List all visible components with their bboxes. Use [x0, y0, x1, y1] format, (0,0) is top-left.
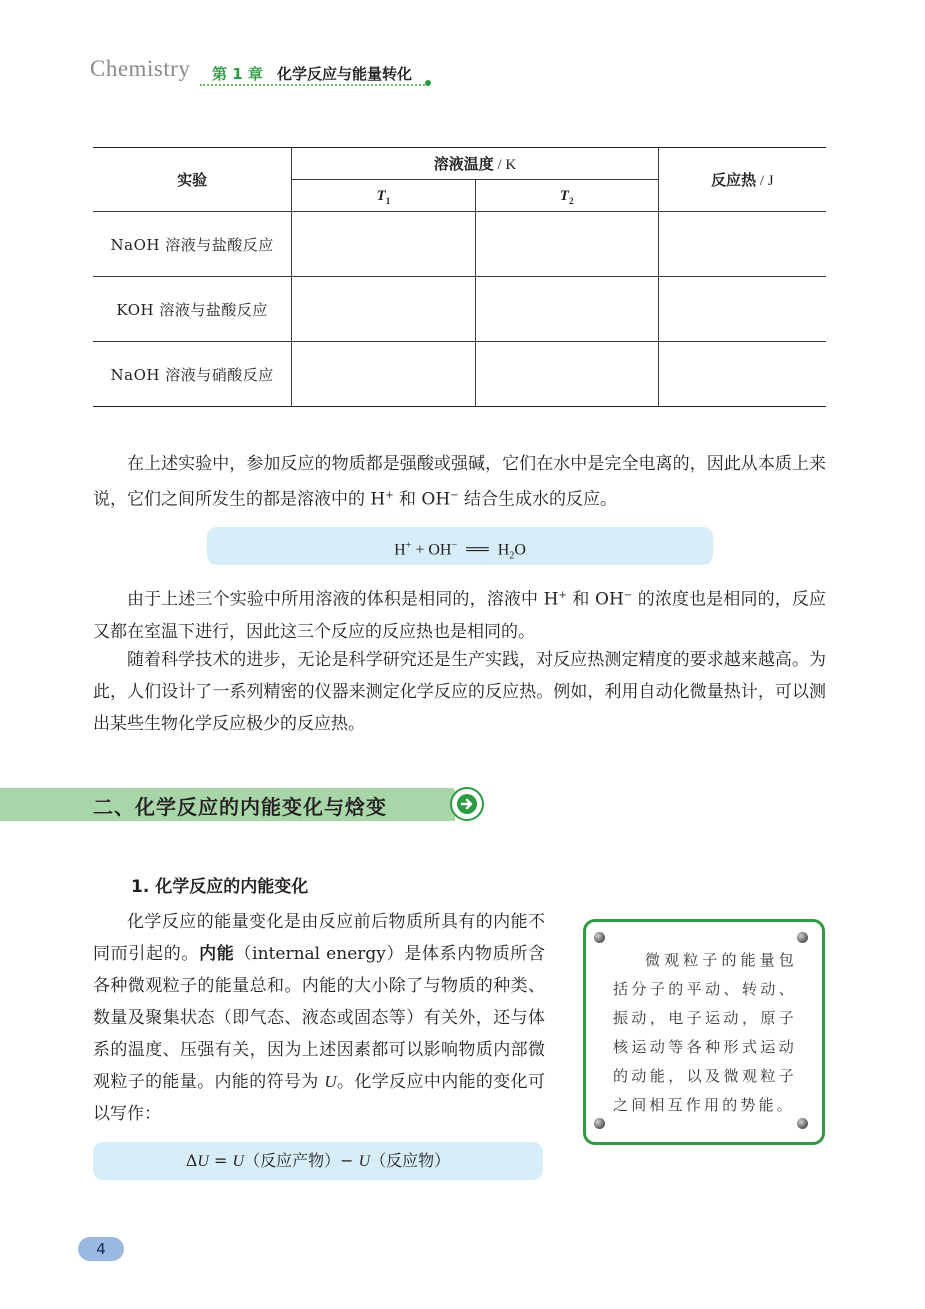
table-cell-experiment: NaOH 溶液与硝酸反应: [93, 342, 292, 407]
neutralization-equation: H+ + OH− ══ $H_2O$: [207, 527, 713, 565]
col-t2-header: $T_2$: [475, 180, 658, 212]
table-cell-heat: [658, 212, 826, 277]
header-brand: Chemistry: [90, 56, 191, 81]
col-temperature-header: 溶液温度 / K: [292, 148, 659, 180]
table-cell-t1: [292, 342, 475, 407]
paragraph-same-heat: 由于上述三个实验中所用溶液的体积是相同的，溶液中 H+ 和 OH− 的浓度也是相同的，反应又都在室温下进行，因此这三个反应的反应热也是相同的。: [93, 589, 827, 642]
arrow-right-icon: [450, 787, 484, 821]
screw-icon: [594, 932, 605, 943]
table-cell-t2: [475, 212, 658, 277]
table-cell-heat: [658, 342, 826, 407]
side-note-text: 微观粒子的能量包括分子的平动、转动、振动，电子运动，原子核运动等各种形式运动的动能，以及微观粒子之间相互作用的势能。: [613, 951, 797, 1114]
screw-icon: [594, 1118, 605, 1129]
paragraph-internal-energy: 化学反应的能量变化是由反应前后物质所具有的内能不同而引起的。内能（internal energy）是体系内物质所含各种微观粒子的能量总和。内能的大小除了与物质的种类、数量及聚集状态（即气态、液态或固态等）有关外，还与体系的温度、压强有关，因为上述因素都可以影响物质内部微观粒子的能量。内能的符号为 U。化学反应中内能的变化可以写作：: [93, 912, 546, 1124]
paragraph-ionization: 在上述实验中，参加反应的物质都是强酸或强碱，它们在水中是完全电离的，因此从本质上来说，它们之间所发生的都是溶液中的 H+ 和 OH− 结合生成水的反应。: [93, 454, 826, 510]
chapter-title: 化学反应与能量转化: [277, 65, 413, 83]
table-cell-experiment: NaOH 溶液与盐酸反应: [93, 212, 292, 277]
table-row: [93, 342, 826, 407]
subsection-title: 1. 化学反应的内能变化: [131, 877, 309, 897]
table-cell-experiment: KOH 溶液与盐酸反应: [93, 277, 292, 342]
section-title: 二、化学反应的内能变化与焓变: [93, 795, 387, 819]
paragraph-precision: 随着科学技术的进步，无论是科学研究还是生产实践，对反应热测定精度的要求越来越高。为此，人们设计了一系列精密的仪器来测定化学反应的反应热。例如，利用自动化微量热计，可以测出某些生物化学反应极少的反应热。: [93, 650, 826, 734]
table-cell-t1: [292, 212, 475, 277]
page-number: 4: [78, 1237, 124, 1261]
col-heat-header: 反应热 / J: [658, 148, 826, 212]
internal-energy-equation: ΔU = U（反应产物）− U（反应物）: [93, 1142, 543, 1180]
header-dotted-rule: [200, 84, 428, 86]
experiment-table: [93, 147, 826, 407]
table-row: [93, 277, 826, 342]
table-cell-t2: [475, 342, 658, 407]
table-cell-t1: [292, 277, 475, 342]
col-experiment-header: 实验: [93, 148, 292, 212]
screw-icon: [797, 932, 808, 943]
col-t1-header: $T_1$: [292, 180, 475, 212]
header-dot: [425, 80, 431, 86]
table-row: [93, 212, 826, 277]
screw-icon: [797, 1118, 808, 1129]
table-cell-t2: [475, 277, 658, 342]
table-cell-heat: [658, 277, 826, 342]
chapter-number: 第 1 章: [212, 65, 263, 83]
